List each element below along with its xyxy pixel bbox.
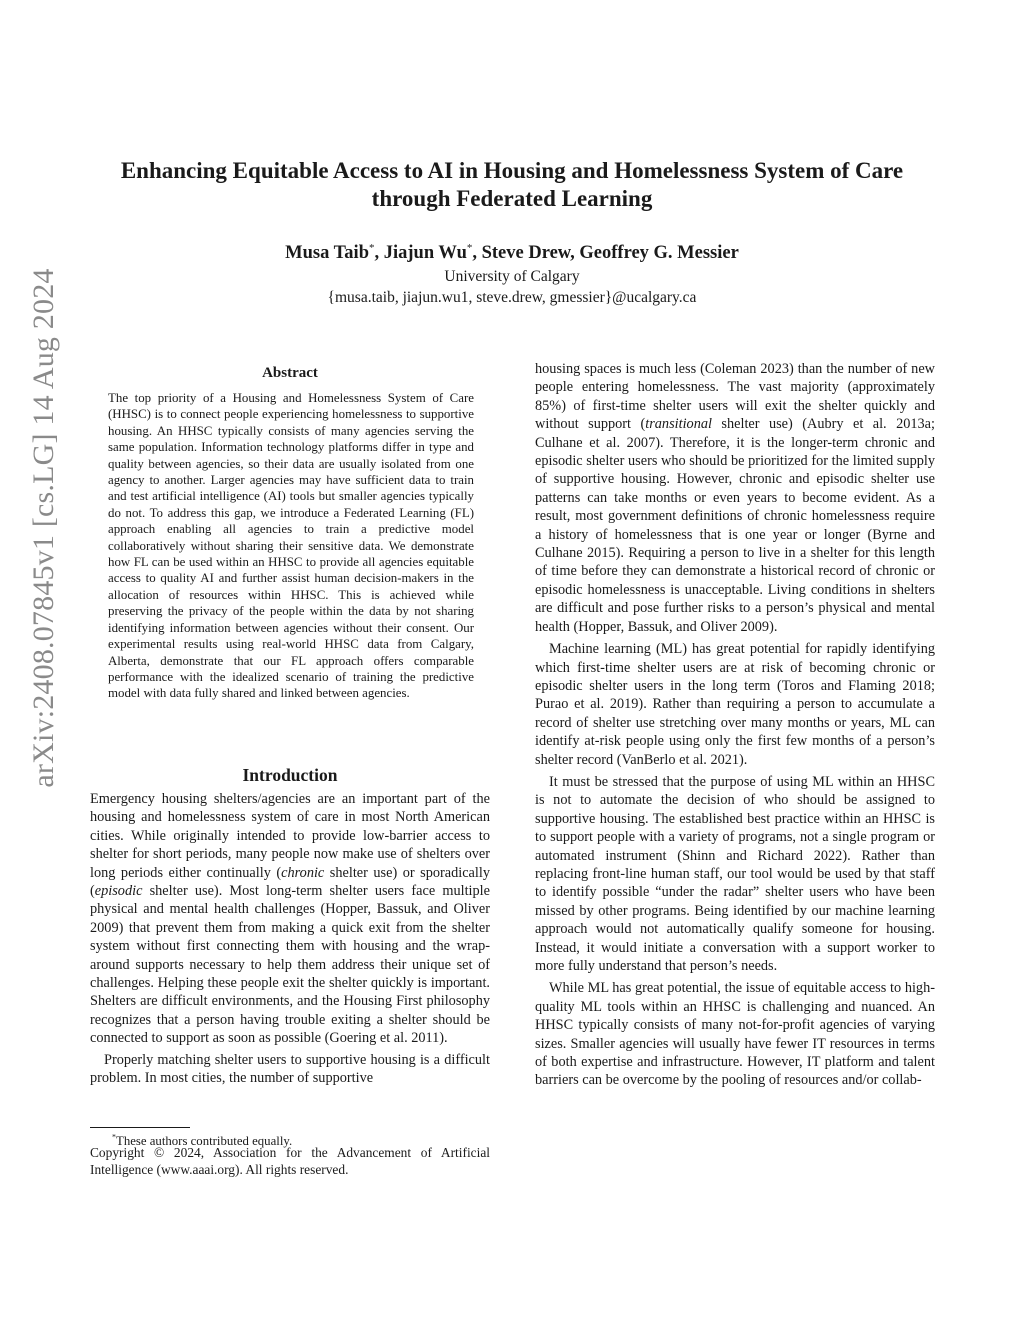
author-name: Steve Drew xyxy=(481,243,571,264)
footnote-divider xyxy=(90,1127,190,1128)
author-name: Jiajun Wu xyxy=(383,243,467,264)
author-emails: {musa.taib, jiajun.wu1, steve.drew, gmessier}@ucalgary.ca xyxy=(327,289,697,306)
paper-title xyxy=(60,157,964,213)
intro-paragraph-2: Properly matching shelter users to supportive housing is a difficult problem. In most cities, the number of supportive xyxy=(90,1051,490,1087)
copyright-notice: Copyright © 2024, Association for the Advancement of Artificial Intelligence (www.aaai.org). All rights reserved. xyxy=(90,1145,490,1177)
arxiv-identifier: arXiv:2408.07845v1 [cs.LG] 14 Aug 2024 xyxy=(27,268,60,788)
introduction-heading: Introduction xyxy=(242,765,338,785)
abstract-text: The top priority of a Housing and Homelessness System of Care (HHSC) is to connect people experiencing homelessness to supportive housing. An HHSC typically consists of many agencies serving the same population. Information technology platforms differ in type and quality between agencies, so their data are usually isolated from one agency to another. Larger agencies may have sufficient data to train and test artificial intelligence (AI) tools but smaller agencies typically do not. To address this gap, we introduce a Federated Learning (FL) approach enabling all agencies to train a predictive model collaboratively without sharing their sensitive data. We demonstrate how FL can be used within an HHSC to provide all agencies equitable access to quality AI and further assist human decision-makers in the allocation of resources within HHSC. This is achieved while preserving the privacy of the people within the data by not sharing identifying information between agencies without their consent. Our experimental results using real-world HHSC data from Calgary, Alberta, demonstrate that our FL approach offers comparable performance with the idealized scenario of training the predictive model with data fully shared and linked between agencies. xyxy=(108,391,474,701)
intro-paragraph-5: While ML has great potential, the issue of equitable access to high-quality ML tools within an HHSC is challenging and nuanced. An HHSC typically consists of many not-for-profit agencies of varying sizes. Smaller agencies will usually have fewer IT resources in terms of both expertise and infrastructure. However, IT platform and talent barriers can be overcome by the pooling of resources and/or collab- xyxy=(535,980,935,1089)
intro-paragraph-3: Machine learning (ML) has great potential for rapidly identifying which first-time shelter users are at risk of becoming chronic or episodic shelter users in the long term (Toros and Flaming 2018; Purao et al. 2019). Rather than requiring a person to accumulate a record of shelter use stretching over many months or years, ML can identify at-risk people using only the first few months of a person’s shelter record (VanBerlo et al. 2021). xyxy=(535,641,935,768)
intro-paragraph-4: It must be stressed that the purpose of using ML within an HHSC is not to automate the decision of who should be assigned to supportive housing. The established best practice within an HHSC is to support people with a variety of programs, not a single program or automated instrument (Shinn and Richard 2022). Rather than replacing front-line human staff, our tool would be used by that staff to identify possible “under the radar” shelter users who have been missed by other programs. Being identified by our machine learning approach would not automatically qualify someone for housing. Instead, it would initiate a conversation with a support worker to more fully understand that person’s needs. xyxy=(535,773,935,974)
affiliation: University of Calgary xyxy=(444,268,580,285)
footnote-equal-contribution: *These authors contributed equally. xyxy=(112,1133,293,1149)
equal-contribution-mark: * xyxy=(368,242,375,254)
title-line-2: through Federated Learning xyxy=(371,186,653,211)
left-column-body xyxy=(90,790,490,1088)
right-column-body xyxy=(535,360,935,1090)
author-name: Geoffrey G. Messier xyxy=(579,243,739,264)
intro-paragraph-2-continued: housing spaces is much less (Coleman 2023) than the number of new people entering homelessness. The vast majority (approximately 85%) of first-time shelter users will exit the shelter quickly and without support (transitional shelter use) (Aubry et al. 2013a; Culhane et al. 2007). Therefore, it is the longer-term chronic and episodic shelter users who should be prioritized for the limited supply of supportive housing. However, chronic and episodic shelter use patterns can take months or even years to become evident. As a result, most government definitions of chronic homelessness require a history of homelessness that is one year or longer (Byrne and Culhane 2015). Requiring a person to live in a shelter for this length of time before they can demonstrate a historical record of chronic or episodic homelessness is unacceptable. Living conditions in shelters are difficult and pose further risks to a person’s physical and mental health (Hopper, Bassuk, and Oliver 2009). xyxy=(535,361,935,635)
author-name: Musa Taib xyxy=(285,243,369,264)
equal-contribution-mark: * xyxy=(466,242,473,254)
intro-paragraph-1: Emergency housing shelters/agencies are an important part of the housing and homelessness system of care in most North American cities. While originally intended to provide low-barrier access to shelter for short periods, many people now make use of shelters over long periods either continually (chronic shelter use) or sporadically (episodic shelter use). Most long-term shelter users face multiple physical and mental health challenges (Hopper, Bassuk, and Oliver 2009) that prevent them from making a quick exit from the shelter system without first connecting them with housing and the wrap-around supports necessary to help them address their unique set of challenges. Helping these people exit the shelter quickly is important. Shelters are difficult environments, and the Housing First philosophy recognizes that a person having trouble exiting a shelter should be connected to support as soon as possible (Goering et al. 2011). xyxy=(90,791,490,1047)
title-line-1: Enhancing Equitable Access to AI in Housing and Homelessness System of Care xyxy=(120,158,904,183)
abstract-heading: Abstract xyxy=(262,365,318,381)
affiliation-block xyxy=(60,266,964,308)
author-list: Musa Taib*, Jiajun Wu*, Steve Drew, Geoffrey G. Messier xyxy=(285,242,739,264)
